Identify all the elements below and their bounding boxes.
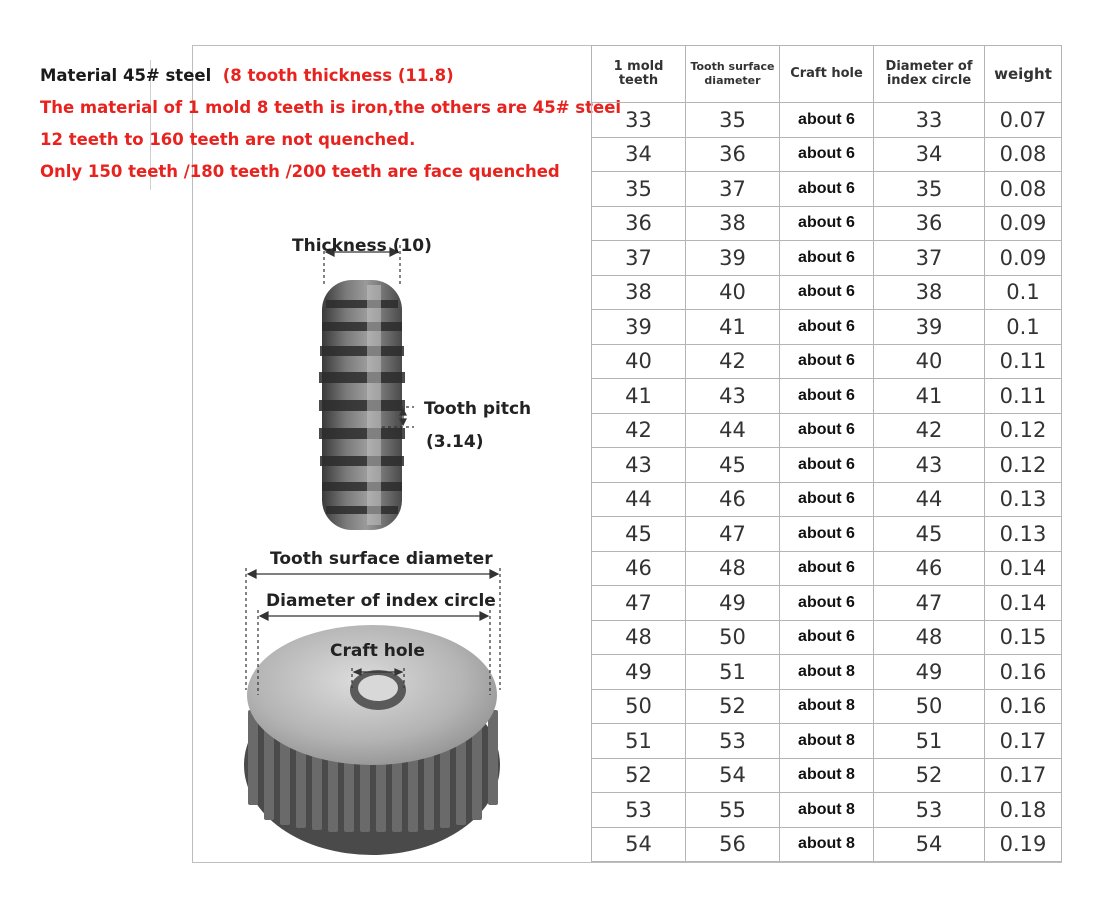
table-row [592, 310, 1062, 345]
cell-craft: about 6 [780, 551, 874, 586]
cell-index: 47 [874, 586, 985, 621]
cell-teeth: 52 [592, 758, 686, 793]
cell-surface: 49 [686, 586, 780, 621]
cell-craft: about 6 [780, 103, 874, 138]
cell-weight: 0.16 [985, 689, 1062, 724]
cell-surface: 41 [686, 310, 780, 345]
cell-teeth: 49 [592, 655, 686, 690]
cell-teeth: 40 [592, 344, 686, 379]
cell-teeth: 34 [592, 137, 686, 172]
cell-weight: 0.17 [985, 724, 1062, 759]
cell-surface: 35 [686, 103, 780, 138]
cell-index: 54 [874, 827, 985, 862]
cell-teeth: 33 [592, 103, 686, 138]
table-row [592, 551, 1062, 586]
frame-bottom-line [192, 862, 1062, 863]
table-header-row [592, 46, 1062, 103]
thickness-label: Thickness (10) [292, 236, 432, 256]
cell-teeth: 35 [592, 172, 686, 207]
header-craft-hole-line1: Craft hole [790, 66, 863, 81]
cell-surface: 47 [686, 517, 780, 552]
cell-surface: 43 [686, 379, 780, 414]
cell-teeth: 44 [592, 482, 686, 517]
cell-teeth: 38 [592, 275, 686, 310]
cell-teeth: 51 [592, 724, 686, 759]
table-body [592, 103, 1062, 862]
cell-craft: about 6 [780, 517, 874, 552]
cell-craft: about 6 [780, 275, 874, 310]
cell-surface: 42 [686, 344, 780, 379]
cell-surface: 36 [686, 137, 780, 172]
cell-weight: 0.13 [985, 517, 1062, 552]
header-mold-teeth-line2: teeth [618, 73, 659, 88]
cell-weight: 0.11 [985, 344, 1062, 379]
cell-craft: about 8 [780, 689, 874, 724]
header-tooth-surface [686, 46, 780, 103]
cell-weight: 0.14 [985, 586, 1062, 621]
cell-craft: about 6 [780, 413, 874, 448]
cell-weight: 0.16 [985, 655, 1062, 690]
table-row [592, 517, 1062, 552]
cell-weight: 0.12 [985, 413, 1062, 448]
tooth-pitch-label: Tooth pitch [424, 399, 532, 419]
material-label: Material 45# steel [40, 66, 212, 85]
cell-weight: 0.13 [985, 482, 1062, 517]
header-mold-teeth [592, 46, 686, 103]
cell-weight: 0.1 [985, 310, 1062, 345]
cell-surface: 50 [686, 620, 780, 655]
header-weight [985, 46, 1062, 103]
cell-index: 44 [874, 482, 985, 517]
header-tooth-surface-line1: Tooth surface [690, 60, 775, 73]
cell-surface: 40 [686, 275, 780, 310]
cell-craft: about 6 [780, 206, 874, 241]
side-view-gear [319, 280, 405, 530]
cell-teeth: 54 [592, 827, 686, 862]
gear-illustration [192, 190, 592, 860]
cell-index: 51 [874, 724, 985, 759]
note-line-3: 12 teeth to 160 teeth are not quenched. [40, 130, 416, 149]
cell-teeth: 36 [592, 206, 686, 241]
cell-surface: 45 [686, 448, 780, 483]
cell-surface: 53 [686, 724, 780, 759]
cell-index: 37 [874, 241, 985, 276]
header-weight-line1: weight [994, 65, 1052, 83]
cell-teeth: 50 [592, 689, 686, 724]
cell-weight: 0.11 [985, 379, 1062, 414]
cell-craft: about 8 [780, 827, 874, 862]
table-row [592, 172, 1062, 207]
cell-craft: about 6 [780, 379, 874, 414]
cell-teeth: 46 [592, 551, 686, 586]
cell-craft: about 6 [780, 241, 874, 276]
cell-index: 45 [874, 517, 985, 552]
cell-surface: 46 [686, 482, 780, 517]
material-notes [40, 60, 621, 188]
cell-weight: 0.17 [985, 758, 1062, 793]
cell-surface: 44 [686, 413, 780, 448]
header-tooth-surface-line2: diameter [704, 74, 761, 87]
cell-index: 41 [874, 379, 985, 414]
table-row [592, 275, 1062, 310]
index-circle-label: Diameter of index circle [266, 591, 496, 611]
cell-craft: about 8 [780, 793, 874, 828]
cell-teeth: 39 [592, 310, 686, 345]
header-mold-teeth-line1: 1 mold [613, 59, 664, 74]
table-row [592, 413, 1062, 448]
cell-index: 39 [874, 310, 985, 345]
cell-index: 53 [874, 793, 985, 828]
table-row [592, 206, 1062, 241]
cell-weight: 0.1 [985, 275, 1062, 310]
header-index-circle-line2: index circle [886, 73, 972, 88]
cell-craft: about 6 [780, 586, 874, 621]
header-craft-hole [780, 46, 874, 103]
cell-weight: 0.09 [985, 241, 1062, 276]
table-row [592, 241, 1062, 276]
cell-craft: about 6 [780, 448, 874, 483]
cell-weight: 0.19 [985, 827, 1062, 862]
table-row [592, 724, 1062, 759]
cell-teeth: 43 [592, 448, 686, 483]
cell-surface: 38 [686, 206, 780, 241]
cell-surface: 37 [686, 172, 780, 207]
cell-craft: about 6 [780, 344, 874, 379]
cell-craft: about 6 [780, 137, 874, 172]
table-row [592, 137, 1062, 172]
cell-index: 43 [874, 448, 985, 483]
cell-index: 52 [874, 758, 985, 793]
cell-index: 40 [874, 344, 985, 379]
table-row [592, 379, 1062, 414]
cell-weight: 0.14 [985, 551, 1062, 586]
cell-craft: about 8 [780, 758, 874, 793]
cell-weight: 0.07 [985, 103, 1062, 138]
table-row [592, 620, 1062, 655]
cell-surface: 55 [686, 793, 780, 828]
cell-teeth: 48 [592, 620, 686, 655]
spec-table [591, 45, 1062, 862]
cell-craft: about 6 [780, 172, 874, 207]
cell-surface: 54 [686, 758, 780, 793]
cell-craft: about 6 [780, 310, 874, 345]
cell-weight: 0.08 [985, 172, 1062, 207]
cell-surface: 51 [686, 655, 780, 690]
cell-surface: 56 [686, 827, 780, 862]
table-row [592, 103, 1062, 138]
cell-index: 48 [874, 620, 985, 655]
cell-weight: 0.18 [985, 793, 1062, 828]
cell-teeth: 53 [592, 793, 686, 828]
tooth-surface-label: Tooth surface diameter [270, 549, 493, 569]
cell-craft: about 6 [780, 620, 874, 655]
note-line-2: The material of 1 mold 8 teeth is iron,the others are 45# steel [40, 98, 622, 117]
cell-index: 42 [874, 413, 985, 448]
cell-index: 33 [874, 103, 985, 138]
thickness-note: (8 tooth thickness (11.8) [222, 66, 454, 85]
cell-teeth: 41 [592, 379, 686, 414]
header-index-circle [874, 46, 985, 103]
cell-index: 36 [874, 206, 985, 241]
table-row [592, 827, 1062, 862]
cell-weight: 0.12 [985, 448, 1062, 483]
cell-index: 34 [874, 137, 985, 172]
cell-teeth: 37 [592, 241, 686, 276]
cell-craft: about 8 [780, 655, 874, 690]
cell-weight: 0.09 [985, 206, 1062, 241]
cell-craft: about 6 [780, 482, 874, 517]
cell-index: 50 [874, 689, 985, 724]
cell-surface: 48 [686, 551, 780, 586]
cell-weight: 0.08 [985, 137, 1062, 172]
cell-surface: 39 [686, 241, 780, 276]
note-line-1 [40, 60, 621, 92]
cell-craft: about 8 [780, 724, 874, 759]
cell-index: 49 [874, 655, 985, 690]
cell-teeth: 45 [592, 517, 686, 552]
table-row [592, 482, 1062, 517]
craft-hole-label: Craft hole [330, 641, 425, 661]
table-row [592, 758, 1062, 793]
cell-teeth: 47 [592, 586, 686, 621]
cell-weight: 0.15 [985, 620, 1062, 655]
cell-index: 38 [874, 275, 985, 310]
table-row [592, 793, 1062, 828]
header-index-circle-line1: Diameter of [885, 59, 973, 74]
table-row [592, 586, 1062, 621]
cell-teeth: 42 [592, 413, 686, 448]
cell-index: 46 [874, 551, 985, 586]
cell-index: 35 [874, 172, 985, 207]
cell-surface: 52 [686, 689, 780, 724]
table-row [592, 689, 1062, 724]
note-line-4: Only 150 teeth /180 teeth /200 teeth are face quenched [40, 162, 560, 181]
table-row [592, 344, 1062, 379]
table-row [592, 448, 1062, 483]
tooth-pitch-value: (3.14) [426, 432, 484, 452]
table-row [592, 655, 1062, 690]
